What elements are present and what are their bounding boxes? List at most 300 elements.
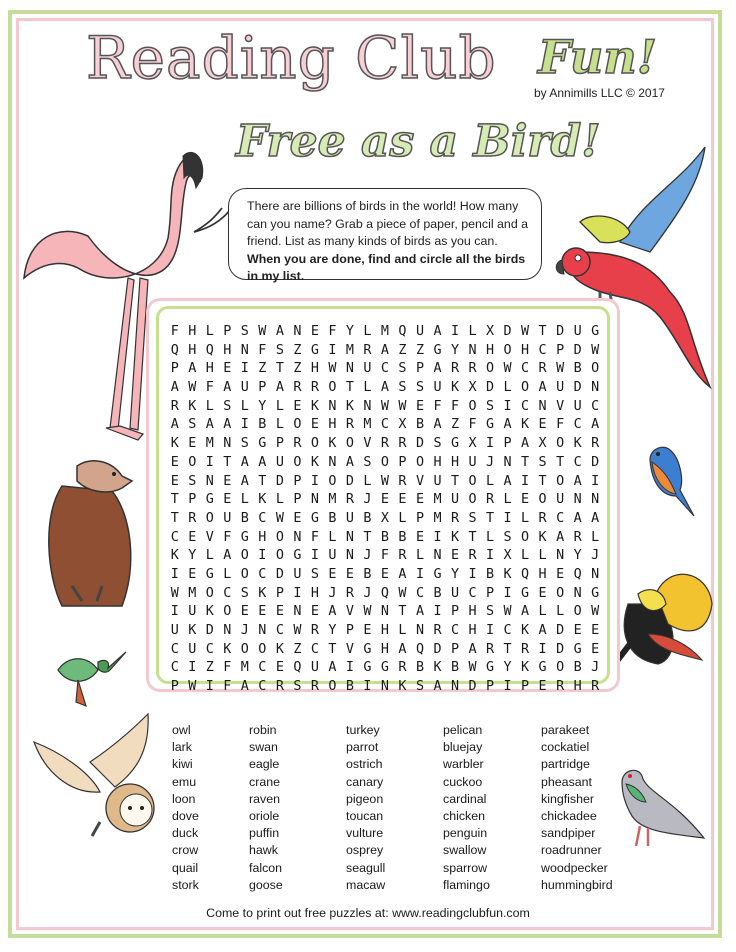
grid-letter[interactable]: K <box>188 398 197 414</box>
grid-letter[interactable]: N <box>258 623 267 638</box>
grid-letter[interactable]: W <box>188 380 197 396</box>
grid-letter[interactable]: A <box>223 417 232 433</box>
grid-letter[interactable]: C <box>573 454 582 470</box>
grid-letter[interactable]: F <box>223 529 232 545</box>
grid-letter[interactable]: R <box>363 342 372 358</box>
grid-letter[interactable]: J <box>363 585 372 601</box>
grid-letter[interactable]: I <box>170 604 179 620</box>
grid-letter[interactable]: L <box>205 398 214 414</box>
grid-letter[interactable]: P <box>223 324 232 339</box>
grid-letter[interactable]: R <box>591 679 600 695</box>
grid-letter[interactable]: C <box>591 398 600 414</box>
grid-letter[interactable]: Q <box>398 324 407 339</box>
grid-letter[interactable]: V <box>415 473 424 489</box>
grid-letter[interactable]: K <box>170 548 179 564</box>
grid-letter[interactable]: N <box>310 492 319 508</box>
grid-letter[interactable]: E <box>188 566 197 582</box>
grid-letter[interactable]: R <box>293 436 302 452</box>
grid-letter[interactable]: S <box>240 585 249 601</box>
grid-letter[interactable]: C <box>415 585 424 601</box>
grid-letter[interactable]: R <box>398 660 407 676</box>
grid-letter[interactable]: D <box>345 473 354 489</box>
grid-letter[interactable]: O <box>591 361 600 377</box>
grid-letter[interactable]: C <box>258 660 267 676</box>
grid-letter[interactable]: D <box>205 623 214 638</box>
grid-letter[interactable]: W <box>398 398 407 414</box>
grid-letter[interactable]: N <box>293 604 302 620</box>
grid-letter[interactable]: S <box>293 679 302 695</box>
grid-letter[interactable]: N <box>328 454 337 470</box>
grid-letter[interactable]: L <box>205 548 214 564</box>
grid-letter[interactable]: G <box>293 548 302 564</box>
grid-letter[interactable]: N <box>293 324 302 339</box>
grid-letter[interactable]: A <box>468 641 477 657</box>
grid-letter[interactable]: K <box>538 529 547 545</box>
grid-letter[interactable]: V <box>363 436 372 452</box>
grid-letter[interactable]: N <box>223 623 232 638</box>
grid-letter[interactable]: A <box>433 361 442 377</box>
grid-letter[interactable]: E <box>170 473 179 489</box>
grid-letter[interactable]: W <box>188 679 197 695</box>
grid-letter[interactable]: Y <box>258 398 267 414</box>
grid-letter[interactable]: D <box>556 324 565 339</box>
grid-letter[interactable]: D <box>468 679 477 695</box>
grid-letter[interactable]: L <box>275 417 284 433</box>
grid-letter[interactable]: N <box>380 604 389 620</box>
grid-letter[interactable]: T <box>538 324 547 339</box>
grid-letter[interactable]: G <box>538 660 547 676</box>
grid-letter[interactable]: L <box>205 324 214 339</box>
grid-letter[interactable]: M <box>363 417 372 433</box>
grid-letter[interactable]: P <box>258 380 267 396</box>
grid-letter[interactable]: U <box>468 454 477 470</box>
grid-letter[interactable]: A <box>398 641 407 657</box>
grid-letter[interactable]: A <box>223 548 232 564</box>
grid-letter[interactable]: I <box>503 510 512 526</box>
grid-letter[interactable]: S <box>188 473 197 489</box>
grid-letter[interactable]: I <box>486 623 495 638</box>
grid-letter[interactable]: I <box>503 679 512 695</box>
grid-letter[interactable]: U <box>573 398 582 414</box>
grid-letter[interactable]: O <box>503 342 512 358</box>
grid-letter[interactable]: H <box>538 566 547 582</box>
grid-letter[interactable]: R <box>450 361 460 377</box>
grid-letter[interactable]: O <box>486 361 495 377</box>
grid-letter[interactable]: M <box>433 492 442 508</box>
grid-letter[interactable]: P <box>275 585 284 601</box>
grid-letter[interactable]: G <box>450 436 460 452</box>
grid-letter[interactable]: N <box>205 473 214 489</box>
grid-letter[interactable]: W <box>170 585 179 601</box>
grid-letter[interactable]: M <box>240 660 249 676</box>
grid-letter[interactable]: R <box>486 641 495 657</box>
grid-letter[interactable]: I <box>240 361 249 377</box>
grid-letter[interactable]: A <box>380 380 389 396</box>
grid-letter[interactable]: O <box>521 529 530 545</box>
grid-letter[interactable]: W <box>363 604 372 620</box>
grid-letter[interactable]: W <box>328 361 337 377</box>
grid-letter[interactable]: E <box>591 641 600 657</box>
grid-letter[interactable]: T <box>328 641 337 657</box>
grid-letter[interactable]: Z <box>293 342 302 358</box>
grid-letter[interactable]: N <box>591 380 600 396</box>
grid-letter[interactable]: U <box>415 324 424 339</box>
grid-letter[interactable]: R <box>468 361 477 377</box>
grid-letter[interactable]: T <box>170 510 179 526</box>
grid-letter[interactable]: V <box>556 398 565 414</box>
grid-letter[interactable]: N <box>345 361 354 377</box>
grid-letter[interactable]: L <box>240 492 249 508</box>
grid-letter[interactable]: E <box>398 492 407 508</box>
grid-letter[interactable]: J <box>363 548 372 564</box>
grid-letter[interactable]: I <box>310 548 319 564</box>
grid-letter[interactable]: Y <box>345 324 354 339</box>
grid-letter[interactable]: X <box>486 324 495 339</box>
grid-letter[interactable]: D <box>556 623 565 638</box>
grid-letter[interactable]: T <box>486 510 495 526</box>
grid-letter[interactable]: I <box>468 566 477 582</box>
grid-letter[interactable]: K <box>275 641 284 657</box>
grid-letter[interactable]: E <box>310 417 319 433</box>
grid-letter[interactable]: U <box>363 361 372 377</box>
grid-letter[interactable]: Z <box>415 342 424 358</box>
grid-letter[interactable]: Y <box>328 623 337 638</box>
grid-letter[interactable]: O <box>188 454 197 470</box>
grid-letter[interactable]: N <box>380 679 389 695</box>
grid-letter[interactable]: V <box>205 529 214 545</box>
grid-letter[interactable]: R <box>398 473 407 489</box>
grid-letter[interactable]: H <box>573 679 582 695</box>
grid-letter[interactable]: W <box>503 361 512 377</box>
grid-letter[interactable]: N <box>240 342 249 358</box>
grid-letter[interactable]: N <box>363 398 372 414</box>
grid-letter[interactable]: B <box>433 585 442 601</box>
grid-letter[interactable]: E <box>521 492 530 508</box>
grid-letter[interactable]: I <box>486 436 495 452</box>
grid-letter[interactable]: A <box>188 361 197 377</box>
grid-letter[interactable]: E <box>310 604 319 620</box>
grid-letter[interactable]: B <box>398 529 407 545</box>
grid-letter[interactable]: N <box>450 679 460 695</box>
grid-letter[interactable]: R <box>293 380 302 396</box>
grid-letter[interactable]: O <box>293 454 302 470</box>
grid-letter[interactable]: Z <box>293 361 302 377</box>
grid-letter[interactable]: H <box>188 324 197 339</box>
grid-letter[interactable]: F <box>556 417 565 433</box>
grid-letter[interactable]: U <box>310 660 319 676</box>
grid-letter[interactable]: X <box>538 436 547 452</box>
grid-letter[interactable]: E <box>240 604 249 620</box>
grid-letter[interactable]: T <box>398 604 407 620</box>
grid-letter[interactable]: O <box>258 641 267 657</box>
grid-letter[interactable]: U <box>556 380 565 396</box>
grid-letter[interactable]: M <box>188 585 197 601</box>
grid-letter[interactable]: M <box>380 324 389 339</box>
grid-letter[interactable]: U <box>328 548 337 564</box>
grid-letter[interactable]: U <box>275 454 284 470</box>
grid-letter[interactable]: M <box>328 492 337 508</box>
grid-letter[interactable]: R <box>170 398 179 414</box>
grid-letter[interactable]: A <box>240 473 249 489</box>
grid-letter[interactable]: E <box>293 398 302 414</box>
grid-letter[interactable]: U <box>188 641 197 657</box>
grid-letter[interactable]: N <box>591 492 600 508</box>
grid-letter[interactable]: A <box>591 417 600 433</box>
grid-letter[interactable]: O <box>275 548 284 564</box>
grid-letter[interactable]: K <box>223 641 232 657</box>
grid-letter[interactable]: G <box>205 566 214 582</box>
grid-letter[interactable]: R <box>310 679 319 695</box>
grid-letter[interactable]: C <box>170 641 179 657</box>
grid-letter[interactable]: F <box>258 342 267 358</box>
grid-letter[interactable]: O <box>556 436 565 452</box>
grid-letter[interactable]: E <box>293 510 302 526</box>
grid-letter[interactable]: Y <box>450 342 460 358</box>
grid-letter[interactable]: G <box>258 436 267 452</box>
grid-letter[interactable]: O <box>240 566 249 582</box>
grid-letter[interactable]: H <box>433 454 442 470</box>
grid-letter[interactable]: W <box>398 585 407 601</box>
grid-letter[interactable]: K <box>450 529 460 545</box>
grid-letter[interactable]: A <box>433 417 442 433</box>
grid-letter[interactable]: T <box>450 473 460 489</box>
grid-letter[interactable]: C <box>275 623 284 638</box>
grid-letter[interactable]: A <box>275 324 284 339</box>
grid-letter[interactable]: S <box>240 324 249 339</box>
grid-letter[interactable]: K <box>345 398 354 414</box>
grid-letter[interactable]: L <box>521 510 530 526</box>
grid-letter[interactable]: I <box>415 566 424 582</box>
grid-letter[interactable]: E <box>328 566 337 582</box>
grid-letter[interactable]: H <box>258 529 267 545</box>
grid-letter[interactable]: B <box>380 529 389 545</box>
grid-letter[interactable]: C <box>223 585 232 601</box>
grid-letter[interactable]: W <box>275 510 284 526</box>
grid-letter[interactable]: O <box>328 473 337 489</box>
grid-letter[interactable]: K <box>503 566 512 582</box>
grid-letter[interactable]: H <box>486 342 495 358</box>
grid-letter[interactable]: K <box>521 623 530 638</box>
grid-letter[interactable]: H <box>188 342 197 358</box>
grid-letter[interactable]: H <box>310 585 319 601</box>
grid-letter[interactable]: A <box>521 604 530 620</box>
grid-letter[interactable]: F <box>223 679 232 695</box>
grid-letter[interactable]: T <box>538 473 547 489</box>
grid-letter[interactable]: I <box>363 679 372 695</box>
grid-letter[interactable]: U <box>433 473 442 489</box>
grid-letter[interactable]: T <box>363 529 372 545</box>
grid-letter[interactable]: H <box>310 361 319 377</box>
grid-letter[interactable]: O <box>556 660 565 676</box>
grid-letter[interactable]: B <box>450 660 460 676</box>
grid-letter[interactable]: I <box>503 585 512 601</box>
grid-letter[interactable]: B <box>363 510 372 526</box>
grid-letter[interactable]: H <box>468 604 477 620</box>
grid-letter[interactable]: J <box>591 660 600 676</box>
grid-letter[interactable]: E <box>275 604 284 620</box>
grid-letter[interactable]: O <box>468 473 477 489</box>
grid-letter[interactable]: K <box>170 436 179 452</box>
grid-letter[interactable]: A <box>521 436 530 452</box>
grid-letter[interactable]: C <box>521 398 530 414</box>
grid-letter[interactable]: U <box>188 604 197 620</box>
grid-letter[interactable]: C <box>258 679 267 695</box>
grid-letter[interactable]: Z <box>293 641 302 657</box>
grid-letter[interactable]: L <box>503 492 512 508</box>
grid-letter[interactable]: W <box>521 324 530 339</box>
grid-letter[interactable]: E <box>380 492 389 508</box>
grid-letter[interactable]: P <box>450 604 460 620</box>
grid-letter[interactable]: P <box>275 436 284 452</box>
grid-letter[interactable]: K <box>433 660 442 676</box>
grid-letter[interactable]: U <box>240 380 249 396</box>
grid-letter[interactable]: G <box>433 342 442 358</box>
grid-letter[interactable]: K <box>398 679 407 695</box>
grid-letter[interactable]: E <box>415 398 424 414</box>
grid-letter[interactable]: A <box>556 529 565 545</box>
grid-letter[interactable]: E <box>363 623 372 638</box>
grid-letter[interactable]: P <box>170 679 179 695</box>
grid-letter[interactable]: J <box>363 492 372 508</box>
grid-letter[interactable]: W <box>293 623 302 638</box>
grid-letter[interactable]: S <box>398 361 407 377</box>
grid-letter[interactable]: R <box>433 623 442 638</box>
grid-letter[interactable]: S <box>468 510 477 526</box>
grid-letter[interactable]: J <box>591 548 600 564</box>
grid-letter[interactable]: L <box>486 529 495 545</box>
grid-letter[interactable]: Y <box>188 548 197 564</box>
grid-letter[interactable]: D <box>591 454 600 470</box>
grid-letter[interactable]: U <box>170 623 179 638</box>
grid-letter[interactable]: Q <box>380 585 389 601</box>
grid-letter[interactable]: C <box>468 585 477 601</box>
grid-letter[interactable]: U <box>450 585 460 601</box>
grid-letter[interactable]: N <box>293 529 302 545</box>
grid-letter[interactable]: P <box>486 679 495 695</box>
grid-letter[interactable]: T <box>345 380 354 396</box>
grid-letter[interactable]: D <box>486 380 495 396</box>
grid-letter[interactable]: C <box>170 660 179 676</box>
grid-letter[interactable]: Y <box>573 548 582 564</box>
grid-letter[interactable]: H <box>328 417 337 433</box>
grid-letter[interactable]: T <box>170 492 179 508</box>
grid-letter[interactable]: D <box>573 342 582 358</box>
grid-letter[interactable]: R <box>345 417 354 433</box>
grid-letter[interactable]: Q <box>415 641 424 657</box>
grid-letter[interactable]: R <box>188 510 197 526</box>
grid-letter[interactable]: C <box>450 623 460 638</box>
grid-letter[interactable]: E <box>223 361 232 377</box>
grid-letter[interactable]: E <box>538 417 547 433</box>
grid-letter[interactable]: G <box>521 585 530 601</box>
grid-letter[interactable]: G <box>310 510 319 526</box>
grid-letter[interactable]: T <box>521 454 530 470</box>
grid-letter[interactable]: J <box>486 454 495 470</box>
grid-letter[interactable]: S <box>398 380 407 396</box>
grid-letter[interactable]: A <box>205 417 214 433</box>
grid-letter[interactable]: N <box>573 585 582 601</box>
grid-letter[interactable]: L <box>486 473 495 489</box>
grid-letter[interactable]: I <box>345 660 354 676</box>
grid-letter[interactable]: O <box>556 473 565 489</box>
grid-letter[interactable]: R <box>591 436 600 452</box>
grid-letter[interactable]: U <box>433 380 442 396</box>
grid-letter[interactable]: I <box>538 641 547 657</box>
grid-letter[interactable]: K <box>450 380 460 396</box>
grid-letter[interactable]: P <box>521 679 530 695</box>
grid-letter[interactable]: A <box>573 473 582 489</box>
grid-letter[interactable]: B <box>573 660 582 676</box>
grid-letter[interactable]: H <box>380 641 389 657</box>
grid-letter[interactable]: K <box>310 398 319 414</box>
grid-letter[interactable]: K <box>521 660 530 676</box>
grid-letter[interactable]: I <box>450 324 460 339</box>
grid-letter[interactable]: P <box>486 585 495 601</box>
grid-letter[interactable]: W <box>503 604 512 620</box>
grid-letter[interactable]: H <box>205 361 214 377</box>
grid-letter[interactable]: R <box>398 548 407 564</box>
grid-letter[interactable]: C <box>310 641 319 657</box>
grid-letter[interactable]: R <box>310 380 319 396</box>
grid-letter[interactable]: O <box>380 454 389 470</box>
grid-letter[interactable]: I <box>205 454 214 470</box>
grid-letter[interactable]: Q <box>521 566 530 582</box>
grid-letter[interactable]: A <box>345 454 354 470</box>
grid-letter[interactable]: L <box>538 548 547 564</box>
grid-letter[interactable]: C <box>170 529 179 545</box>
grid-letter[interactable]: A <box>380 342 389 358</box>
grid-letter[interactable]: K <box>521 417 530 433</box>
grid-letter[interactable]: Z <box>205 660 214 676</box>
grid-letter[interactable]: L <box>415 548 424 564</box>
grid-letter[interactable]: Y <box>450 566 460 582</box>
grid-letter[interactable]: S <box>503 529 512 545</box>
grid-letter[interactable]: L <box>468 324 477 339</box>
grid-letter[interactable]: N <box>328 398 337 414</box>
grid-letter[interactable]: H <box>380 623 389 638</box>
grid-letter[interactable]: S <box>310 566 319 582</box>
grid-letter[interactable]: F <box>205 380 214 396</box>
grid-letter[interactable]: E <box>310 324 319 339</box>
grid-letter[interactable]: T <box>258 473 267 489</box>
grid-letter[interactable]: C <box>503 623 512 638</box>
grid-letter[interactable]: N <box>591 566 600 582</box>
grid-letter[interactable]: V <box>345 604 354 620</box>
grid-letter[interactable]: R <box>538 361 547 377</box>
grid-letter[interactable]: R <box>275 679 284 695</box>
grid-letter[interactable]: A <box>328 660 337 676</box>
grid-letter[interactable]: K <box>310 454 319 470</box>
grid-letter[interactable]: A <box>591 510 600 526</box>
grid-letter[interactable]: P <box>345 623 354 638</box>
grid-letter[interactable]: W <box>380 473 389 489</box>
grid-letter[interactable]: N <box>468 342 477 358</box>
grid-letter[interactable]: O <box>310 436 319 452</box>
grid-letter[interactable]: A <box>538 623 547 638</box>
grid-letter[interactable]: I <box>433 529 442 545</box>
grid-letter[interactable]: O <box>521 380 530 396</box>
grid-letter[interactable]: W <box>591 604 600 620</box>
grid-letter[interactable]: A <box>538 380 547 396</box>
grid-letter[interactable]: L <box>328 529 337 545</box>
grid-letter[interactable]: A <box>170 380 179 396</box>
grid-letter[interactable]: N <box>223 436 232 452</box>
grid-letter[interactable]: O <box>573 604 582 620</box>
grid-letter[interactable]: I <box>188 660 197 676</box>
grid-letter[interactable]: I <box>591 473 600 489</box>
grid-letter[interactable]: N <box>503 454 512 470</box>
grid-letter[interactable]: F <box>450 398 460 414</box>
